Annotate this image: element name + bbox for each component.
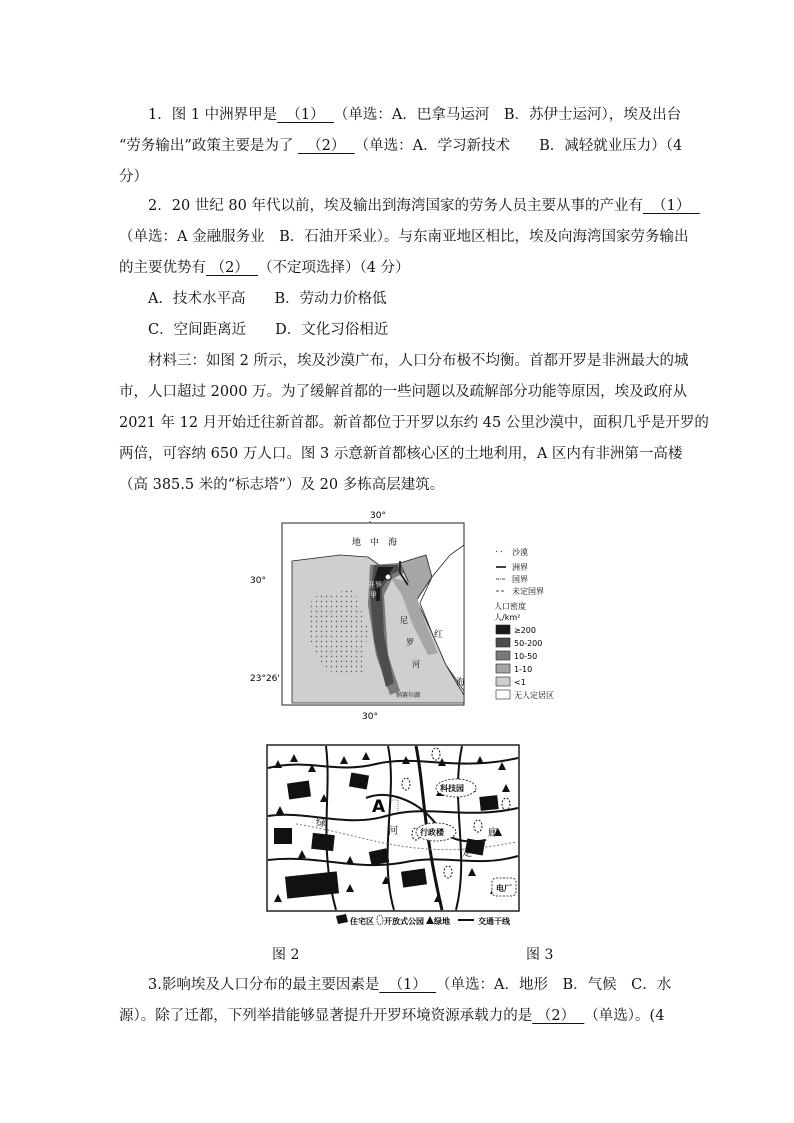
m3-line4: 两倍，可容纳 650 万人口。图 3 示意新首都核心区的土地利用，A 区内有非洲第一高楼 bbox=[119, 446, 683, 462]
svg-text:住宅区: 住宅区 bbox=[350, 917, 374, 926]
svg-text:无人定居区: 无人定居区 bbox=[514, 691, 554, 700]
map-red-sea-1: 红 bbox=[434, 630, 444, 640]
svg-text:人口密度: 人口密度 bbox=[494, 602, 526, 611]
map-lat-2326: 23°26' bbox=[250, 674, 280, 684]
question-1 bbox=[119, 100, 683, 193]
map-lat-30: 30° bbox=[250, 576, 266, 586]
q3-line2: 源）。除了迁都，下列举措能够显著提升开罗环境资源承载力的是 bbox=[119, 1008, 533, 1024]
q2-line3: 的主要优势有 bbox=[119, 260, 206, 276]
map-cairo: 开罗 bbox=[368, 581, 382, 589]
tech-park-label: 科技园 bbox=[440, 784, 464, 793]
q1-line2: “劳务输出”政策主要是为了 bbox=[119, 138, 294, 154]
figure-3-caption: 图 3 bbox=[526, 947, 554, 963]
m3-line5: （高 385.5 米的“标志塔”）及 20 多栋高层建筑。 bbox=[119, 477, 445, 493]
q2-option-c: C．空间距离近 bbox=[148, 322, 247, 338]
map-nile-2: 罗 bbox=[406, 638, 414, 647]
map-legend bbox=[494, 547, 554, 700]
new-capital-landuse-map bbox=[266, 744, 520, 934]
svg-text:未定国界: 未定国界 bbox=[512, 587, 544, 596]
svg-text:≥200: ≥200 bbox=[514, 626, 536, 635]
svg-text:绿地: 绿地 bbox=[434, 917, 450, 926]
map-med-sea: 地 中 海 bbox=[352, 538, 398, 548]
map-nile-3: 河 bbox=[412, 660, 420, 669]
question-3 bbox=[119, 970, 675, 1032]
power-plant-label: 电厂 bbox=[496, 884, 512, 893]
q2-line2: （单选：A 金融服务业 B．石油开采业）。与东南亚地区相比，埃及向海湾国家劳务输出 bbox=[119, 229, 689, 245]
egypt-population-map bbox=[250, 505, 580, 725]
q2-blank-1: （1） bbox=[652, 198, 691, 214]
q2-blank-2: （2） bbox=[210, 260, 249, 276]
q2-line1: 2．20 世纪 80 年代以前，埃及输出到海湾国家的劳务人员主要从事的产业有 bbox=[148, 198, 643, 214]
q1-line1: 1．图 1 中洲界甲是 bbox=[148, 107, 278, 123]
map-lon-top: 30° bbox=[370, 511, 386, 521]
svg-text:人/km²: 人/km² bbox=[494, 613, 521, 622]
corridor-green-2: 河 bbox=[388, 826, 398, 837]
svg-text:50-200: 50-200 bbox=[514, 639, 543, 648]
q2-option-a: A．技术水平高 bbox=[148, 291, 246, 307]
map-nile-1: 尼 bbox=[400, 616, 408, 625]
q2-option-b: B．劳动力价格低 bbox=[274, 291, 387, 307]
q2-option-d: D．文化习俗相近 bbox=[275, 322, 389, 338]
figure-2-caption: 图 2 bbox=[272, 947, 300, 963]
svg-text:1-10: 1-10 bbox=[514, 665, 533, 674]
q1-blank-2: （2） bbox=[307, 138, 346, 154]
m3-line2: 市，人口超过 2000 万。为了缓解首都的一些问题以及疏解部分功能等原因，埃及政府从 bbox=[119, 384, 688, 400]
q3-line2-post: （单选）。(4 bbox=[584, 1008, 665, 1024]
svg-text:10-50: 10-50 bbox=[514, 652, 538, 661]
q3-blank-1: （1） bbox=[388, 977, 427, 993]
svg-text:开放式公园: 开放式公园 bbox=[384, 917, 424, 926]
material-3 bbox=[119, 346, 709, 501]
svg-text:<1: <1 bbox=[514, 678, 526, 687]
corridor-label-2: 走 bbox=[462, 848, 472, 859]
m3-line3: 2021 年 12 月开始迁往新首都。新首都位于开罗以东约 45 公里沙漠中，面积几乎是开罗的 bbox=[119, 415, 709, 431]
svg-text:沙漠: 沙漠 bbox=[512, 548, 528, 557]
map-red-sea-2: 海 bbox=[456, 678, 466, 688]
q1-line3: 分） bbox=[119, 169, 148, 185]
question-2 bbox=[119, 191, 691, 346]
svg-text:洲界: 洲界 bbox=[512, 563, 528, 572]
q2-line3-post: （不定项选择）（4 分） bbox=[258, 260, 410, 276]
landuse-legend bbox=[336, 914, 511, 926]
svg-text:国界: 国界 bbox=[512, 575, 528, 584]
admin-building-label: 行政楼 bbox=[420, 828, 444, 837]
q1-options-1: （单选：A．巴拿马运河 B．苏伊士运河），埃及出台 bbox=[333, 107, 682, 123]
corridor-green-1: 绿 bbox=[316, 818, 326, 829]
map-lon-bottom: 30° bbox=[362, 712, 378, 722]
q3-line1: 3.影响埃及人口分布的最主要因素是 bbox=[148, 977, 380, 993]
q1-blank-1: （1） bbox=[286, 107, 325, 123]
svg-text:交通干线: 交通干线 bbox=[478, 917, 510, 926]
map-aswan: 纳赛尔湖 bbox=[396, 692, 421, 699]
q3-line1-post: （单选：A．地形 B．气候 C．水 bbox=[436, 977, 672, 993]
map-jia: 甲 bbox=[370, 591, 377, 599]
q3-blank-2: （2） bbox=[536, 1008, 576, 1024]
zone-a-label: A bbox=[372, 797, 386, 817]
q1-options-2: （单选：A．学习新技术 B．减轻就业压力）（4 bbox=[354, 138, 683, 154]
m3-line1: 材料三：如图 2 所示，埃及沙漠广布，人口分布极不均衡。首都开罗是非洲最大的城 bbox=[148, 353, 689, 369]
corridor-label-1: 廊 bbox=[488, 828, 498, 839]
